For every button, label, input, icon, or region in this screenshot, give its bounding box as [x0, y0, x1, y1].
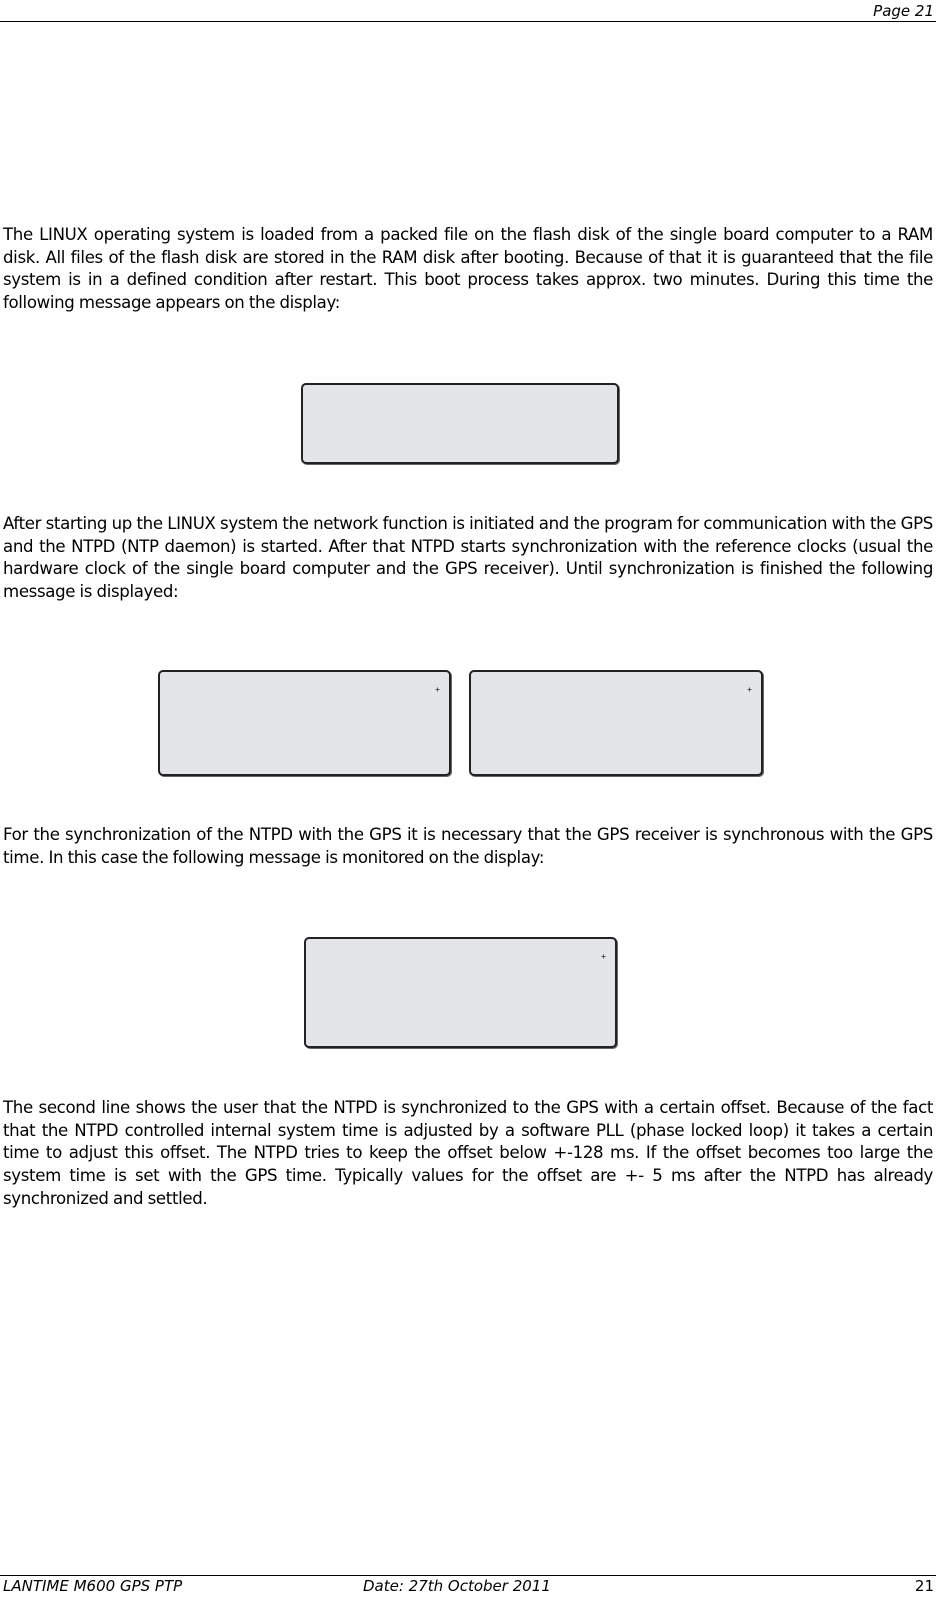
paragraph-ntpd-start: After starting up the LINUX system the network function is initiated and the program for communication with the GPS and the NTPD (NTP daemon) is started. After that NTPD starts synchronization with the reference clocks (usual the hardware clock of the single board computer and the GPS receiver). Until synchronization is finished the following message is displayed: — [3, 514, 933, 602]
paragraph-boot-process: The LINUX operating system is loaded from a packed file on the flash disk of the single board computer to a RAM disk. All files of the flash disk are stored in the RAM disk after booting. Because of that it is guaranteed that the file system is in a defined condition after restart. This boot process takes approx. two minutes. During this time the following message appears on the display: — [3, 225, 933, 313]
footer-page-number: 21 — [914, 1577, 934, 1595]
header-page-label: Page 21 — [873, 2, 934, 20]
lcd-display-sync-right — [469, 670, 763, 776]
paragraph-offset-explanation: The second line shows the user that the NTPD is synchronized to the GPS with a certain offset. Because of the fact that the NTPD controlled internal system time is adjusted by a software PLL (phase locked loop) it takes a certain time to adjust this offset. The NTPD tries to keep the offset below +-128 ms. If the offset becomes too large the system time is set with the GPS time. Typically values for the offset are +- 5 ms after the NTPD has already synchronized and settled. — [3, 1098, 933, 1208]
lcd-display-gps-synced — [304, 937, 617, 1048]
footer-date: Date: 27th October 2011 — [363, 1577, 551, 1595]
lcd-indicator-mark: + — [601, 952, 606, 961]
footer-document-title: LANTIME M600 GPS PTP — [3, 1577, 183, 1595]
header-divider — [0, 21, 936, 22]
footer-divider — [0, 1575, 936, 1576]
lcd-display-sync-left — [158, 670, 451, 776]
lcd-indicator-mark: + — [435, 685, 440, 694]
lcd-indicator-mark: + — [747, 685, 752, 694]
lcd-display-boot-message — [301, 383, 619, 464]
paragraph-gps-sync: For the synchronization of the NTPD with the GPS it is necessary that the GPS receiver is synchronous with the GPS time. In this case the following message is monitored on the display: — [3, 825, 933, 867]
